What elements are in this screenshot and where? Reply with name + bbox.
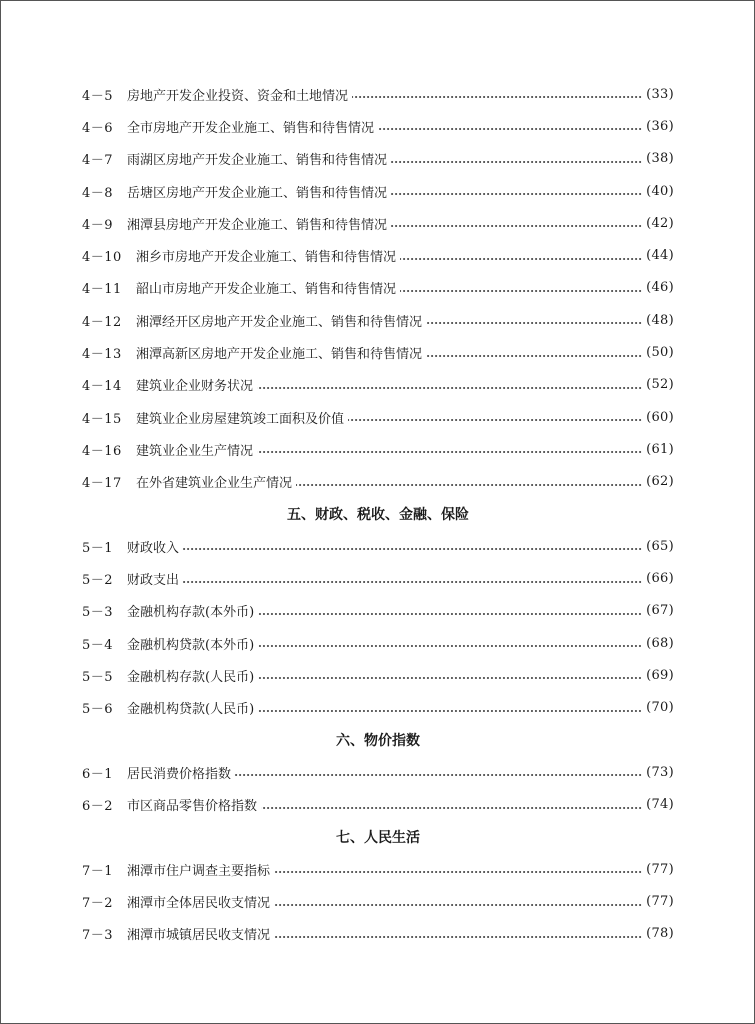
- entry-title: 金融机构贷款(本外币): [127, 637, 255, 653]
- entry-page-number: (38): [646, 151, 674, 167]
- entry-title: 湘潭县房地产开发企业施工、销售和待售情况: [127, 217, 388, 233]
- entry-title: 财政收入: [127, 540, 180, 556]
- dot-leader: [378, 128, 642, 130]
- entry-page-number: (33): [646, 86, 674, 102]
- entry-page-number: (67): [646, 603, 674, 619]
- entry-title: 建筑业企业生产情况: [136, 443, 254, 459]
- entry-number: 4－10: [82, 250, 122, 266]
- entry-page-number: (69): [646, 667, 674, 683]
- toc-entry[interactable]: [82, 110, 674, 142]
- entry-page-number: (48): [646, 312, 674, 328]
- dot-leader: [183, 581, 642, 583]
- toc-entry[interactable]: [82, 918, 674, 950]
- entry-number: 4－12: [82, 314, 122, 330]
- entry-title: 金融机构存款(人民币): [127, 669, 255, 685]
- dot-leader: [400, 290, 642, 292]
- toc-entry[interactable]: [82, 401, 674, 433]
- dot-leader: [274, 936, 642, 938]
- dot-leader: [257, 451, 642, 453]
- entry-number: 5－5: [82, 669, 114, 685]
- entry-page-number: (44): [646, 248, 674, 264]
- entry-page-number: (62): [646, 474, 674, 490]
- section-heading-7: 七、人民生活: [336, 829, 420, 846]
- entry-page-number: (77): [646, 894, 674, 910]
- entry-page-number: (60): [646, 409, 674, 425]
- dot-leader: [426, 355, 642, 357]
- section-heading-5: 五、财政、税收、金融、保险: [287, 507, 469, 523]
- toc-entry[interactable]: [82, 853, 674, 885]
- entry-page-number: (68): [646, 635, 674, 651]
- toc-entry[interactable]: [82, 207, 674, 239]
- toc-entry[interactable]: [82, 756, 674, 788]
- entry-number: 7－1: [82, 863, 114, 879]
- entry-number: 4－11: [82, 282, 122, 298]
- dot-leader: [352, 96, 642, 98]
- entry-page-number: (73): [646, 764, 674, 780]
- toc-entry[interactable]: [82, 659, 674, 691]
- dot-leader: [391, 193, 642, 195]
- toc-entry[interactable]: [82, 627, 674, 659]
- entry-page-number: (50): [646, 345, 674, 361]
- toc-group-4: [82, 78, 674, 498]
- entry-number: 6－2: [82, 799, 114, 815]
- section-heading-6: 六、物价指数: [336, 733, 420, 750]
- toc-group-6: [82, 756, 674, 821]
- entry-title: 湘潭高新区房地产开发企业施工、销售和待售情况: [136, 347, 423, 363]
- entry-title: 财政支出: [127, 573, 180, 589]
- dot-leader: [274, 904, 642, 906]
- entry-title: 建筑业企业房屋建筑竣工面积及价值: [136, 411, 345, 427]
- entry-number: 5－3: [82, 605, 114, 621]
- entry-title: 金融机构存款(本外币): [127, 605, 255, 621]
- entry-page-number: (65): [646, 538, 674, 554]
- entry-title: 湘潭市城镇居民收支情况: [127, 928, 271, 944]
- entry-number: 4－6: [82, 120, 114, 136]
- toc-entry[interactable]: [82, 143, 674, 175]
- toc-entry[interactable]: [82, 175, 674, 207]
- dot-leader: [258, 710, 642, 712]
- toc-entry[interactable]: [82, 78, 674, 110]
- toc-entry[interactable]: [82, 369, 674, 401]
- entry-title: 在外省建筑业企业生产情况: [136, 476, 293, 492]
- entry-number: 4－14: [82, 379, 122, 395]
- toc-entry[interactable]: [82, 304, 674, 336]
- entry-number: 4－8: [82, 185, 114, 201]
- entry-number: 5－6: [82, 702, 114, 718]
- entry-page-number: (36): [646, 118, 674, 134]
- toc-entry[interactable]: [82, 530, 674, 562]
- dot-leader: [391, 161, 642, 163]
- entry-number: 4－7: [82, 153, 114, 169]
- toc-group-5: [82, 530, 674, 724]
- entry-page-number: (74): [646, 797, 674, 813]
- toc-entry[interactable]: [82, 562, 674, 594]
- toc-group-7: [82, 853, 674, 950]
- entry-page-number: (52): [646, 377, 674, 393]
- entry-title: 雨湖区房地产开发企业施工、销售和待售情况: [127, 153, 388, 169]
- entry-number: 5－4: [82, 637, 114, 653]
- entry-title: 市区商品零售价格指数: [127, 799, 258, 815]
- toc-entry[interactable]: [82, 272, 674, 304]
- dot-leader: [400, 258, 642, 260]
- toc-entry[interactable]: [82, 595, 674, 627]
- entry-title: 湘潭市全体居民收支情况: [127, 896, 271, 912]
- entry-number: 5－1: [82, 540, 114, 556]
- toc-entry[interactable]: [82, 336, 674, 368]
- entry-page-number: (61): [646, 441, 674, 457]
- entry-title: 湘潭市住户调查主要指标: [127, 863, 271, 879]
- dot-leader: [296, 484, 642, 486]
- entry-number: 6－1: [82, 766, 114, 782]
- dot-leader: [391, 225, 642, 227]
- dot-leader: [235, 774, 642, 776]
- dot-leader: [258, 645, 642, 647]
- dot-leader: [274, 871, 642, 873]
- toc-entry[interactable]: [82, 692, 674, 724]
- entry-number: 7－2: [82, 896, 114, 912]
- entry-number: 7－3: [82, 928, 114, 944]
- dot-leader: [426, 322, 642, 324]
- entry-title: 湘乡市房地产开发企业施工、销售和待售情况: [136, 250, 397, 266]
- dot-leader: [348, 419, 642, 421]
- entry-page-number: (77): [646, 861, 674, 877]
- toc-entry[interactable]: [82, 239, 674, 271]
- dot-leader: [183, 548, 642, 550]
- entry-page-number: (66): [646, 571, 674, 587]
- entry-number: 5－2: [82, 573, 114, 589]
- entry-page-number: (46): [646, 280, 674, 296]
- toc-entry[interactable]: [82, 466, 674, 498]
- entry-number: 4－17: [82, 476, 122, 492]
- entry-page-number: (78): [646, 926, 674, 942]
- dot-leader: [261, 807, 642, 809]
- entry-title: 房地产开发企业投资、资金和土地情况: [127, 88, 349, 104]
- entry-title: 湘潭经开区房地产开发企业施工、销售和待售情况: [136, 314, 423, 330]
- toc-entry[interactable]: [82, 885, 674, 917]
- entry-title: 韶山市房地产开发企业施工、销售和待售情况: [136, 282, 397, 298]
- entry-title: 岳塘区房地产开发企业施工、销售和待售情况: [127, 185, 388, 201]
- entry-title: 金融机构贷款(人民币): [127, 702, 255, 718]
- dot-leader: [257, 387, 642, 389]
- entry-number: 4－16: [82, 443, 122, 459]
- entry-number: 4－5: [82, 88, 114, 104]
- entry-number: 4－9: [82, 217, 114, 233]
- entry-page-number: (70): [646, 700, 674, 716]
- dot-leader: [258, 677, 642, 679]
- dot-leader: [258, 613, 642, 615]
- entry-title: 建筑业企业财务状况: [136, 379, 254, 395]
- entry-title: 全市房地产开发企业施工、销售和待售情况: [127, 120, 375, 136]
- table-of-contents: [82, 78, 674, 950]
- entry-page-number: (42): [646, 215, 674, 231]
- entry-page-number: (40): [646, 183, 674, 199]
- entry-title: 居民消费价格指数: [127, 766, 232, 782]
- entry-number: 4－15: [82, 411, 122, 427]
- entry-number: 4－13: [82, 347, 122, 363]
- toc-entry[interactable]: [82, 789, 674, 821]
- toc-entry[interactable]: [82, 433, 674, 465]
